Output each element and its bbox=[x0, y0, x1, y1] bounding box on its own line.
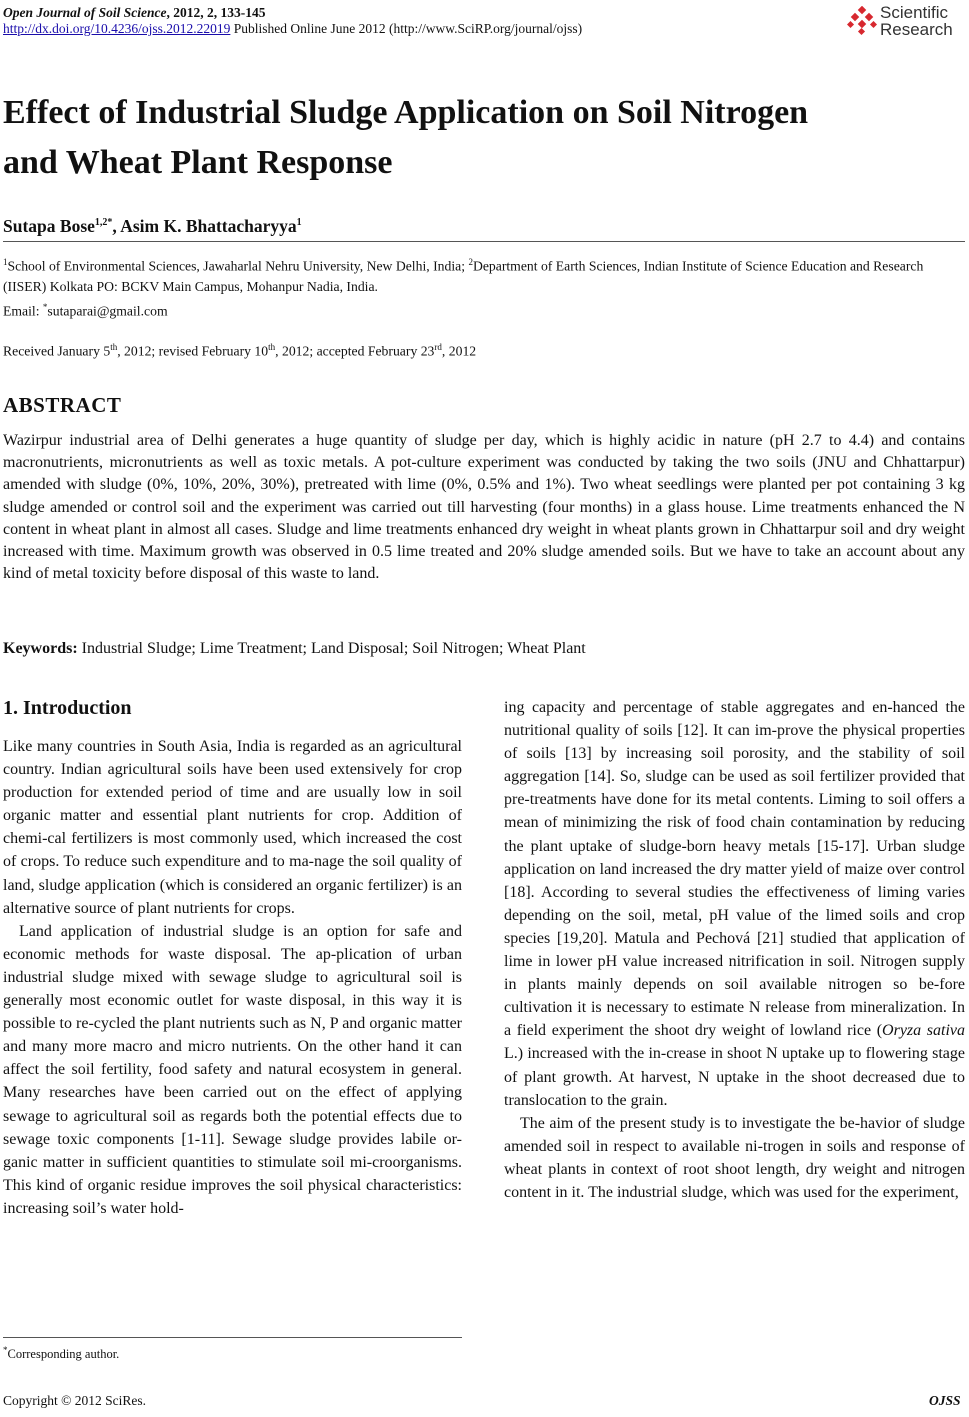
footnote-text: Corresponding author. bbox=[7, 1347, 120, 1362]
author-name: Sutapa Bose bbox=[3, 215, 95, 236]
affiliations bbox=[3, 252, 965, 321]
right-column bbox=[504, 696, 965, 1204]
date-superscript: th bbox=[268, 342, 276, 352]
affiliation-1: School of Environmental Sciences, Jawaharlal Nehru University, New Delhi, India; bbox=[7, 258, 469, 274]
paragraph: Land application of industrial sludge is an option for safe and economic methods for waste disposal. The ap-plication of urban industrial sludge mixed with sewage sludge to agricultural soil is generally most economic outlet for waste disposal, in this way it is possible to re-cycled the plant nutrients such as N, P and organic matter and many more macro and micro nutrients. On the other hand it can affect the soil fertility, food safety and natural ecosystem in general. Many researches have been carried out on the effect of applying sewage to agricultural soil as regards both the potential effects due to sewage toxic components [1-11]. Sewage sludge provides labile or-ganic matter in sufficient quantities to stimulate soil mi-croorganisms. This kind of organic residue improves the soil physical characteristics: increasing soil’s water hold- bbox=[3, 922, 462, 1217]
published-online: Published Online June 2012 (http://www.SciRP.org/journal/ojss) bbox=[230, 21, 583, 36]
received-text: Received January 5 bbox=[3, 343, 111, 359]
copyright: Copyright © 2012 SciRes. bbox=[3, 1393, 147, 1408]
doi-link[interactable]: http://dx.doi.org/10.4236/ojss.2012.22019 bbox=[3, 21, 231, 36]
affil-superscript: 1 bbox=[3, 257, 8, 267]
journal-abbreviation: OJSS bbox=[929, 1393, 961, 1408]
author-name: , Asim K. Bhattacharyya bbox=[112, 215, 297, 236]
title-line-1: Effect of Industrial Sludge Application on Soil Nitrogen bbox=[3, 94, 809, 131]
keywords-list: Industrial Sludge; Lime Treatment; Land Disposal; Soil Nitrogen; Wheat Plant bbox=[77, 640, 586, 657]
header-divider bbox=[3, 241, 965, 242]
logo-text-scientific: Scientific bbox=[880, 3, 949, 22]
author-superscript: 1 bbox=[296, 217, 302, 228]
publisher-logo bbox=[847, 2, 969, 42]
revised-text: , 2012; revised February 10 bbox=[117, 343, 269, 359]
section-heading: 1. Introduction bbox=[3, 697, 132, 719]
species-name: Oryza sativa bbox=[882, 1022, 965, 1040]
abstract-heading: ABSTRACT bbox=[3, 393, 122, 417]
scientific-research-logo-icon bbox=[847, 6, 877, 36]
accepted-text: , 2012; accepted February 23 bbox=[275, 343, 435, 359]
footnote-separator bbox=[3, 1337, 462, 1338]
paragraph-text: L.) increased with the in-crease in shoot N uptake up to flowering stage of plant growth. At harvest, N uptake in the shoot decreased due to translocation to the grain. bbox=[504, 1045, 965, 1109]
keywords-label: Keywords: bbox=[3, 640, 78, 657]
journal-header bbox=[3, 5, 266, 21]
article-title bbox=[3, 88, 933, 188]
email-superscript: * bbox=[42, 301, 48, 312]
author-superscript: 1,2* bbox=[94, 217, 113, 228]
paragraph: Like many countries in South Asia, India is regarded as an agricultural country. Indian agricultural soils have been used extensively for crop production for extended period of time and are usually low in soil organic matter and essential plant nutrients for crop. Addition of chemi-cal fertilizers is most commonly used, which increased the cost of crops. To reduce such expenditure and to ma-nage the soil quality of land, sludge application (which is considered an organic fertilizer) is an alternative source of plant nutrients for crops. bbox=[3, 738, 462, 917]
paragraph: The aim of the present study is to investigate the be-havior of sludge amended soil in respect to available ni-trogen in soils and response of wheat plants in context of root shoot length, dry weight and nitrogen content in it. The industrial sludge, which was used for the experiment, bbox=[504, 1114, 965, 1201]
paragraph-text: ing capacity and percentage of stable aggregates and en-hanced the nutritional quality of soils [12]. It can im-prove the physical properties of soils [13] by increasing soil porosity, and the stability of soil aggregation [14]. So, sludge can be used as soil fertilizer provided that pre-treatments have done for its metal contents. Liming to soil offers a mean of minimizing the risk of food chain contamination by reducing the plant uptake of sludge-born heavy metals [15-17]. Urban sludge application on land increased the dry matter yield of maize over control [18]. According to several studies the effectiveness of liming varies depending on the soil, metal, pH value of the limed soils and crop species [19,20]. Matula and Pechová [21] studied that application of lime in lower pH value increased nitrification in soil. Nitrogen supply in plants mainly depends on soil available nitrogen so be-fore cultivation it is necessary to estimate N release from mineralization. In a field experiment the shoot dry weight of lowland rice ( bbox=[504, 699, 965, 1040]
footnote bbox=[3, 1345, 119, 1362]
date-superscript: rd bbox=[434, 342, 442, 352]
email-label: Email: bbox=[3, 303, 43, 319]
paragraph bbox=[504, 696, 965, 1112]
abstract-text: Wazirpur industrial area of Delhi generates a huge quantity of sludge per day, which is highly acidic in nature (pH 2.7 to 4.4) and contains macronutrients, micronutrients as well as toxic metals. A pot-culture experiment was conducted by taking the two soils (JNU and Chhattarpur) amended with sludge (0%, 10%, 20%, 30%), pretreated with lime (0%, 0.5% and 1%). Two wheat seedlings were planted per pot containing 3 kg sludge amended or control soil and the experiment was carried out till harvesting (four months) in a glass house. Lime treatments enhanced the N content in wheat plant in almost all cases. Sludge and lime treatments enhanced dry weight in wheat plants grown in Chhattarpur soil and dry weight increased with time. Maximum growth was observed in 0.5 lime treated and 20% sludge amended soils. But we have to take an account about any kind of metal toxicity before disposal of this waste to land. bbox=[3, 432, 965, 583]
keywords bbox=[3, 638, 965, 660]
left-column bbox=[3, 735, 462, 1220]
logo-text-research: Research bbox=[880, 20, 953, 39]
received-dates bbox=[3, 337, 476, 362]
footnote-superscript: * bbox=[3, 1345, 8, 1355]
doi-line bbox=[3, 21, 582, 37]
affil-superscript: 2 bbox=[468, 257, 473, 267]
date-superscript: th bbox=[110, 342, 118, 352]
author-list bbox=[3, 212, 302, 237]
email-address[interactable]: sutaparai@gmail.com bbox=[47, 303, 168, 319]
journal-volume: , 2012, 2, 133-145 bbox=[166, 5, 266, 20]
journal-title: Open Journal of Soil Science bbox=[3, 5, 167, 20]
year-text: , 2012 bbox=[441, 343, 477, 359]
title-line-2: and Wheat Plant Response bbox=[3, 144, 393, 181]
affiliation-2: Department of Earth Sciences, Indian Institute of Science Education and Research (IISER) Kolkata PO: BCKV Main Campus, Mohanpur Nadia, India. bbox=[3, 258, 924, 294]
